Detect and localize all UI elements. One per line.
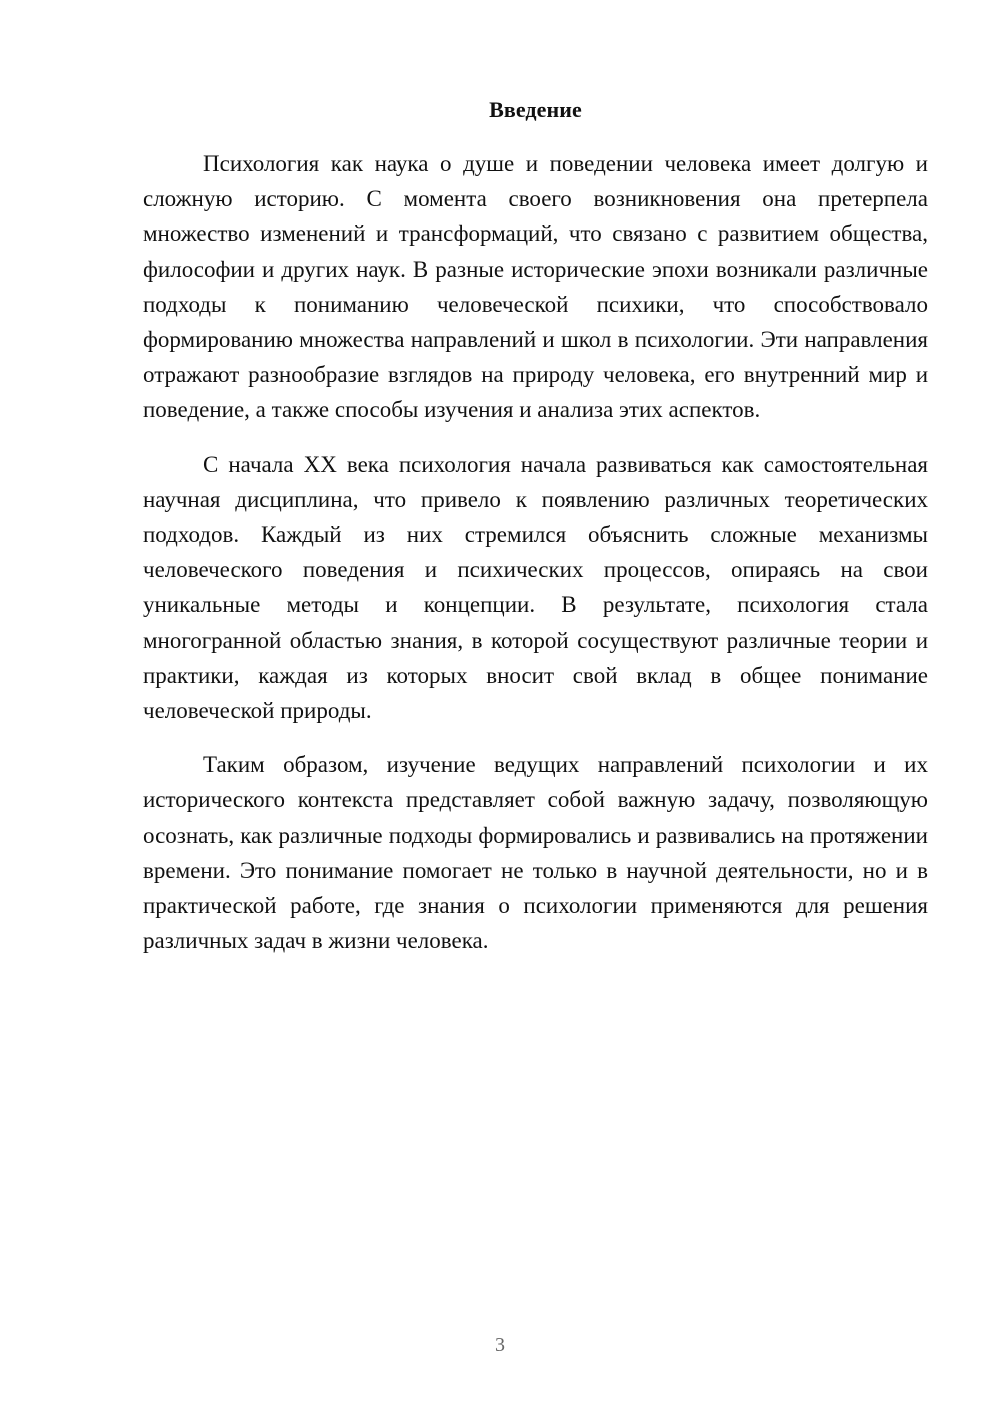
page-title: Введение	[489, 97, 582, 122]
introduction-paragraph-1: Психология как наука о душе и поведении человека имеет долгую и сложную историю. С момента своего возникновения она претерпела множество изменений и трансформаций, что связано с развитием общества, философии и других наук. В разные исторические эпохи возникали различные подходы к пониманию человеческой психики, что способствовало формированию множества направлений и школ в психологии. Эти направления отражают разнообразие взглядов на природу человека, его внутренний мир и поведение, а также способы изучения и анализа этих аспектов.	[143, 151, 928, 423]
introduction-paragraph-2: С начала XX века психология начала развиваться как самостоятельная научная дисциплина, что привело к появлению различных теоретических подходов. Каждый из них стремился объяснить сложные механизмы человеческого поведения и психических процессов, опираясь на свои уникальные методы и концепции. В результате, психология стала многогранной областью знания, в которой сосуществуют различные теории и практики, каждая из которых вносит свой вклад в общее понимание человеческой природы.	[143, 451, 928, 724]
document-body	[143, 96, 928, 958]
introduction-paragraph-3: Таким образом, изучение ведущих направлений психологии и их исторического контекста представляет собой важную задачу, позволяющую осознать, как различные подходы формировались и развивались на протяжении времени. Это понимание помогает не только в научной деятельности, но и в практической работе, где знания о психологии применяются для решения различных задач в жизни человека.	[143, 752, 928, 954]
page-number: 3	[495, 1334, 505, 1356]
